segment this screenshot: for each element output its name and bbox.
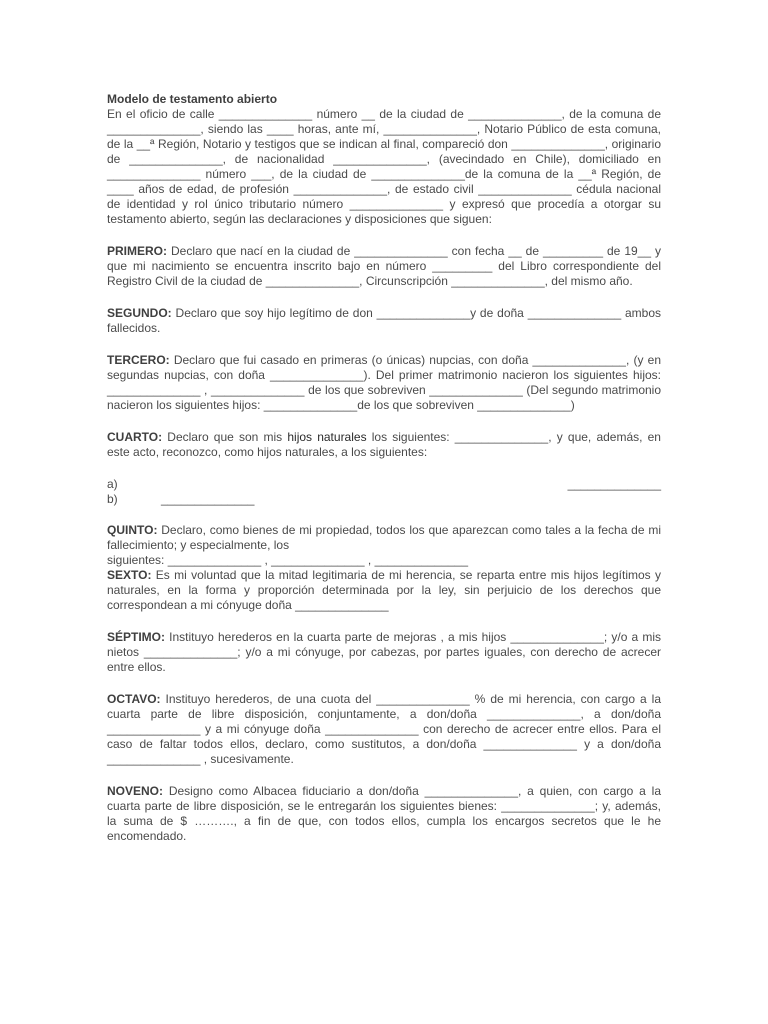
clause-quinto-line: siguientes: ______________ , ______________ , ______________ [107, 553, 469, 567]
list-item-b [107, 492, 661, 507]
clause-segundo [107, 306, 661, 336]
clause-text: Declaro, como bienes de mi propiedad, todos los que aparezcan como tales a la fecha de mi fallecimiento; y especialmente, los [107, 523, 661, 552]
clause-text: Declaro que fui casado en primeras (o únicas) nupcias, con doña ______________, (y en segundas nupcias, con doña ______________). Del primer matrimonio nacieron los siguientes hijos: ______________ , ______________ de los que sobreviven ______________ (Del segundo matrimonio nacieron los siguientes hijos: ______________de los que sobreviven ______________) [107, 353, 661, 412]
clause-label: SEGUNDO: [107, 306, 172, 320]
clause-label: SEXTO: [107, 568, 152, 582]
intro-paragraph: En el oficio de calle ______________ número __ de la ciudad de ______________, de la comuna de ______________, siendo las ____ horas, ante mí, ______________, Notario Público de esta comuna, de la __ª Región, Notario y testigos que se indican al final, compareció don ______________, originario de ______________, de nacionalidad ______________, (avecindado en Chile), domiciliado en ______________ número ___, de la ciudad de ______________de la comuna de la __ª Región, de ____ años de edad, de profesión ______________, de estado civil ______________ cédula nacional de identidad y rol único tributario número ______________ y expresó que procedía a otorgar su testamento abierto, según las declaraciones y disposiciones que siguen: [107, 107, 661, 226]
list-item-a [107, 477, 661, 492]
clause-octavo [107, 692, 661, 767]
clause-text: Declaro que soy hijo legítimo de don ______________y de doña ______________ ambos fallecidos. [107, 306, 661, 335]
clause-text: Declaro que nací en la ciudad de ______________ con fecha __ de _________ de 19__ y que mi nacimiento se encuentra inscrito bajo en número _________ del Libro correspondiente del Registro Civil de la ciudad de ______________, Circunscripción ______________, del mismo año. [107, 244, 661, 288]
clause-cuarto [107, 430, 661, 460]
list-blank-b: ______________ [161, 492, 255, 506]
clause-sexto [107, 568, 661, 613]
list-label-b: b) [107, 492, 118, 506]
clause-label: OCTAVO: [107, 692, 161, 706]
clause-label: PRIMERO: [107, 244, 167, 258]
list-label-a: a) [107, 477, 118, 491]
clause-tercero [107, 353, 661, 413]
clause-label: NOVENO: [107, 784, 164, 798]
document-title: Modelo de testamento abierto [107, 92, 278, 106]
clause-quinto [107, 523, 661, 553]
document-body [107, 92, 661, 844]
clause-text: Es mi voluntad que la mitad legitimaria de mi herencia, se reparta entre mis hijos legítimos y naturales, en la forma y proporción determinada por la ley, sin perjuicio de los derechos que correspondean a mi cónyuge doña ______________ [107, 568, 661, 612]
clause-text: Instituyo herederos en la cuarta parte de mejoras , a mis hijos ______________; y/o a mis nietos ______________; y/o a mi cónyuge, por cabezas, por partes iguales, con derecho de acrecer entre ellos. [107, 630, 661, 674]
clause-text: los siguientes: ______________, y que, además, en este acto, reconozco, como hijos naturales, a los siguientes: [107, 430, 661, 459]
clause-label: SÉPTIMO: [107, 630, 166, 644]
list-blank-a: ______________ [567, 477, 661, 491]
clause-text: Designo como Albacea fiduciario a don/doña ______________, a quien, con cargo a la cuarta parte de libre disposición, se le entregarán los siguientes bienes: ______________; y, además, la suma de $ ………., a fin de que, con todos ellos, cumpla los encargos secretos que le he encomendado. [107, 784, 661, 843]
hijos-naturales-link[interactable]: hijos naturales [287, 430, 367, 444]
clause-label: TERCERO: [107, 353, 170, 367]
clause-text: Declaro que son mis [162, 430, 288, 444]
clause-label: CUARTO: [107, 430, 163, 444]
clause-septimo [107, 630, 661, 675]
clause-text: Instituyo herederos, de una cuota del ______________ % de mi herencia, con cargo a la cuarta parte de libre disposición, conjuntamente, a don/doña ______________, a don/doña ______________ y a mi cónyuge doña ______________ con derecho de acrecer entre ellos. Para el caso de faltar todos ellos, declaro, como sustitutos, a don/doña ______________ y a don/doña ______________ , sucesivamente. [107, 692, 661, 766]
clause-label: QUINTO: [107, 523, 158, 537]
clause-primero [107, 244, 661, 289]
clause-noveno [107, 784, 661, 844]
